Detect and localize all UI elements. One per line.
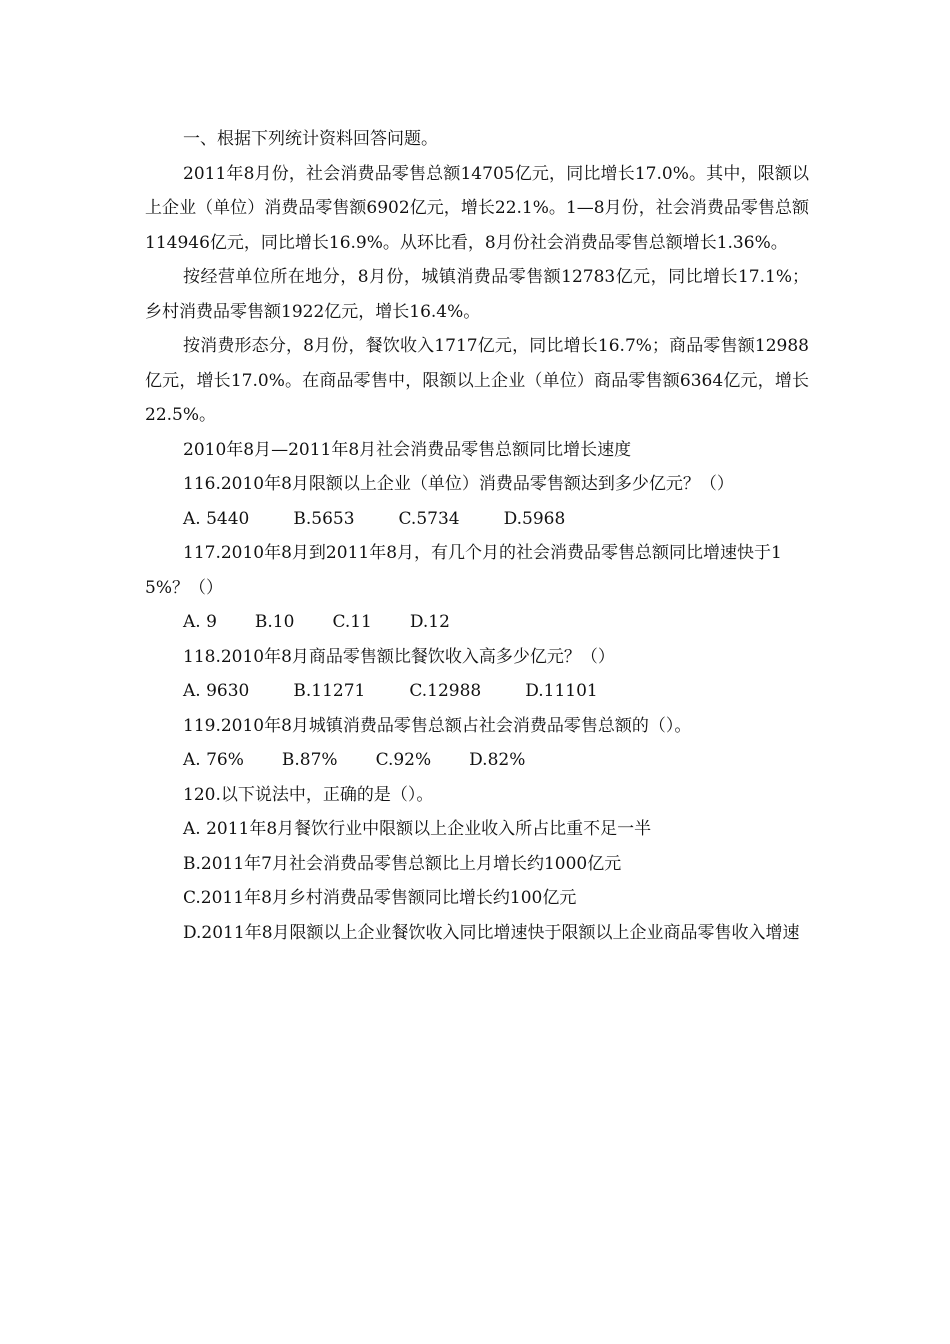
option-b: B.87% <box>281 750 338 770</box>
option-c: C.11 <box>332 612 372 632</box>
section-heading: 一、根据下列统计资料回答问题。 <box>183 129 438 149</box>
statement-a: A. 2011年8月餐饮行业中限额以上企业收入所占比重不足一半 <box>183 819 652 839</box>
option-a: A. 9 <box>183 612 217 632</box>
question-120: 120.以下说法中，正确的是（）。 <box>183 784 434 805</box>
question-116: 116.2010年8月限额以上企业（单位）消费品零售额达到多少亿元？（） <box>183 474 734 494</box>
option-a: A. 5440 <box>183 508 250 529</box>
option-d: D.11101 <box>525 681 598 701</box>
paragraph-summary: 2011年8月份，社会消费品零售总额14705亿元，同比增长17.0%。其中，限额以上企业（单位）消费品零售额6902亿元，增长22.1%。1—8月份，社会消费品零售总额114946亿元，同比增长16.9%。从环比看，8月份社会消费品零售总额增长1.36%。 <box>145 163 809 253</box>
question-119: 119.2010年8月城镇消费品零售总额占社会消费品零售总额的（）。 <box>183 715 692 736</box>
paragraph-by-consumption-type: 按消费形态分，8月份，餐饮收入1717亿元，同比增长16.7%；商品零售额12988亿元，增长17.0%。在商品零售中，限额以上企业（单位）商品零售额6364亿元，增长22.5%。 <box>145 336 809 425</box>
option-a: A. 9630 <box>183 681 250 701</box>
statement-c: C.2011年8月乡村消费品零售额同比增长约100亿元 <box>183 888 577 908</box>
question-118-options <box>145 674 809 709</box>
question-117: 117.2010年8月到2011年8月，有几个月的社会消费品零售总额同比增速快于15%？（） <box>145 543 782 598</box>
option-c: C.12988 <box>409 681 482 701</box>
option-a: A. 76% <box>183 750 244 770</box>
option-b: B.11271 <box>293 681 366 701</box>
question-119-options <box>145 743 809 778</box>
question-117-options <box>145 605 809 640</box>
option-d: D.82% <box>469 750 526 770</box>
question-116-options <box>145 502 809 537</box>
question-118: 118.2010年8月商品零售额比餐饮收入高多少亿元？（） <box>183 646 615 667</box>
option-c: C.92% <box>375 750 432 770</box>
option-d: D.12 <box>409 612 450 632</box>
option-b: B.10 <box>254 612 295 632</box>
option-b: B.5653 <box>293 508 355 529</box>
paragraph-by-location: 按经营单位所在地分，8月份，城镇消费品零售额12783亿元，同比增长17.1%；乡村消费品零售额1922亿元，增长16.4%。 <box>145 267 809 322</box>
document-body <box>145 122 809 950</box>
option-c: C.5734 <box>398 508 460 529</box>
chart-caption: 2010年8月—2011年8月社会消费品零售总额同比增长速度 <box>183 439 632 460</box>
option-d: D.5968 <box>503 508 566 529</box>
statement-d: D.2011年8月限额以上企业餐饮收入同比增速快于限额以上企业商品零售收入增速 <box>183 922 800 943</box>
statement-b: B.2011年7月社会消费品零售总额比上月增长约1000亿元 <box>183 853 622 874</box>
